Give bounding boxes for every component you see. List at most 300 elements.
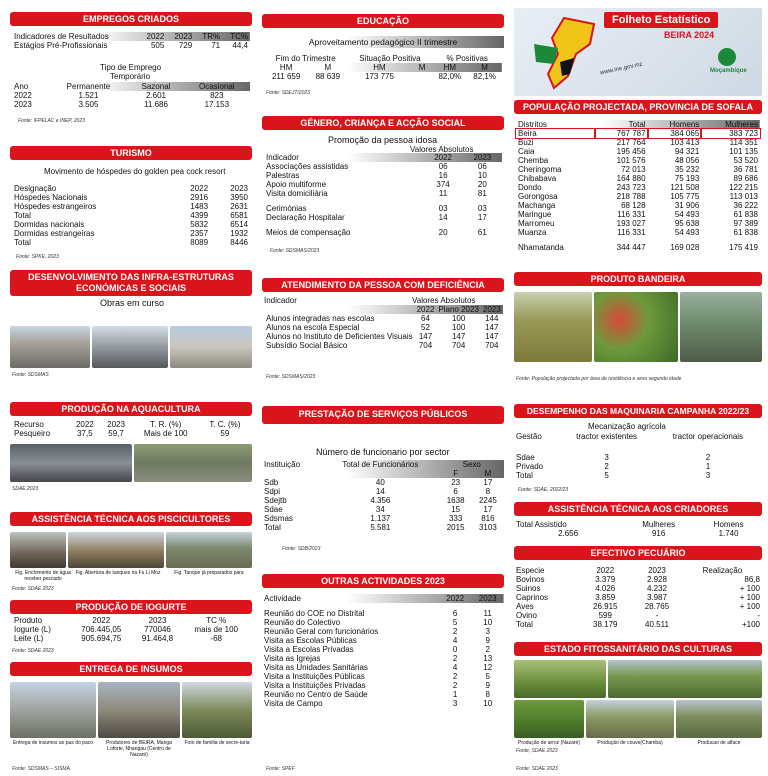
table-header: Instituição bbox=[264, 460, 301, 469]
table-cell: 2916 bbox=[190, 193, 209, 202]
table-cell: 383 723 bbox=[701, 129, 760, 138]
table-cell: 40 bbox=[375, 478, 385, 487]
table-cell: 88 639 bbox=[315, 72, 341, 81]
deficiencia-indicator-header: Indicador bbox=[264, 296, 297, 305]
table-cell: 3 bbox=[452, 699, 458, 708]
table-cell: Pesqueiro bbox=[14, 429, 51, 438]
servicos-banner: PRESTAÇÃO DE SERVIÇOS PÚBLICOS bbox=[262, 406, 504, 424]
table-cell: 4 bbox=[452, 636, 458, 645]
table-cell: 81 bbox=[477, 189, 487, 198]
fish-pond-photo bbox=[166, 532, 252, 568]
fonte: SDAE,2023 bbox=[12, 486, 39, 492]
fonte: Fonte: SDB/2023 bbox=[282, 546, 321, 552]
fonte: Fonte: SDAE 2023 bbox=[12, 648, 54, 654]
folheto-tagline: Moçambique bbox=[710, 68, 747, 74]
table-cell: mais de 100 bbox=[194, 625, 239, 634]
table-cell: Meios de compensação bbox=[266, 228, 351, 237]
table-cell: Bovinos bbox=[516, 575, 545, 584]
table-header: Designação bbox=[14, 184, 57, 193]
table-cell: 114 351 bbox=[729, 138, 758, 147]
table-cell: 9 bbox=[485, 636, 490, 645]
pecuario-banner: EFECTIVO PECUÁRIO bbox=[514, 546, 762, 560]
fonte: Fonte: SDSMAS/2023 bbox=[266, 374, 316, 380]
table-header: 2023 bbox=[107, 420, 125, 429]
table-header: T. C. (%) bbox=[209, 420, 241, 429]
table-header: M bbox=[481, 63, 488, 72]
table-header: 2023 bbox=[478, 594, 497, 603]
table-cell: 44,4 bbox=[232, 41, 248, 50]
table-cell: Subsídio Social Básico bbox=[266, 341, 348, 350]
table-header: Distritos bbox=[518, 120, 547, 129]
table-cell: 8089 bbox=[190, 238, 209, 247]
table-cell: 86,8 bbox=[744, 575, 760, 584]
table-cell: 17 bbox=[483, 505, 493, 514]
table-header: 2023 bbox=[230, 184, 248, 193]
table-cell: 10 bbox=[483, 618, 493, 627]
table-cell: 61 bbox=[477, 228, 487, 237]
construction-photo bbox=[92, 326, 168, 368]
empregos-banner: EMPREGOS CRIADOS bbox=[10, 12, 252, 26]
table-cell: 2.601 bbox=[145, 91, 166, 100]
table-header: Recurso bbox=[14, 420, 44, 429]
table-cell: 169 028 bbox=[670, 243, 700, 252]
table-cell: 599 bbox=[598, 611, 612, 620]
table-cell: 64 bbox=[421, 314, 430, 323]
table-cell: 37,5 bbox=[77, 429, 93, 438]
table-cell: 6514 bbox=[230, 220, 248, 229]
table-cell: 54 493 bbox=[674, 210, 700, 219]
folheto-url: www.ine.gov.mz bbox=[599, 61, 644, 77]
maquinaria-table bbox=[514, 432, 762, 480]
table-header: tractor operacionais bbox=[672, 432, 744, 441]
table-cell: 243 723 bbox=[616, 183, 646, 192]
table-cell: Alunos na escola Especial bbox=[266, 323, 360, 332]
table-cell: 103 413 bbox=[670, 138, 700, 147]
table-cell: 17 bbox=[483, 478, 493, 487]
table-cell: Cheringoma bbox=[518, 165, 562, 174]
maquinaria-banner: DESEMPENHO DAS MAQUINARIA CAMPANHA 2022/23 bbox=[514, 404, 762, 418]
table-cell: 40.511 bbox=[645, 620, 669, 629]
table-header: Actividade bbox=[264, 594, 301, 603]
table-cell: 10 bbox=[477, 171, 487, 180]
table-cell: 195 456 bbox=[616, 147, 646, 156]
table-cell: 71 bbox=[211, 41, 221, 50]
table-header: M bbox=[324, 63, 332, 72]
table-cell: 116 331 bbox=[617, 228, 646, 237]
photo-caption: Foto de família de secre-taria bbox=[184, 740, 250, 746]
table-cell: 59,7 bbox=[108, 429, 124, 438]
table-cell: 5 bbox=[604, 471, 609, 480]
table-cell: Machanga bbox=[518, 201, 556, 210]
table-cell: 704 bbox=[451, 341, 466, 350]
table-cell: 2015 bbox=[446, 523, 465, 532]
table-cell: 17.153 bbox=[204, 100, 230, 109]
table-cell: 101 576 bbox=[616, 156, 646, 165]
table-cell: 11 bbox=[438, 189, 448, 198]
table-cell: 31 906 bbox=[674, 201, 700, 210]
vegetable-photo bbox=[594, 292, 678, 362]
table-cell: 6 bbox=[453, 487, 458, 496]
table-cell: 52 bbox=[421, 323, 430, 332]
pecuario-table bbox=[514, 566, 762, 629]
table-cell: 3 bbox=[705, 471, 711, 480]
table-cell: 34 bbox=[375, 505, 385, 514]
table-cell: 3.859 bbox=[595, 593, 616, 602]
table-cell: 06 bbox=[438, 162, 448, 171]
table-cell: 2.928 bbox=[646, 575, 667, 584]
table-cell: Caprinos bbox=[516, 593, 549, 602]
table-header: 2023 bbox=[482, 305, 501, 314]
table-cell: 2 bbox=[705, 453, 711, 462]
table-cell: 75 193 bbox=[674, 174, 700, 183]
table-cell: 8 bbox=[485, 487, 491, 496]
table-cell: Sdsmas bbox=[264, 514, 293, 523]
table-cell: 2 bbox=[452, 681, 458, 690]
table-cell: Dormidas estrangeiras bbox=[14, 229, 95, 238]
table-cell: Visita domiciliária bbox=[266, 189, 328, 198]
table-cell: - bbox=[655, 611, 659, 620]
table-cell bbox=[412, 72, 433, 81]
table-cell: Visita as Unidades Sanitárias bbox=[264, 663, 368, 672]
photo-caption: Produção de couve(Chamba) bbox=[597, 740, 663, 746]
insumos-photo bbox=[10, 682, 96, 738]
table-cell: Beira bbox=[516, 129, 595, 138]
table-cell: 97 389 bbox=[733, 219, 758, 228]
crop-photo bbox=[608, 660, 762, 698]
table-cell: Visita a Instituições Privadas bbox=[264, 681, 366, 690]
infra-banner: DESENVOLVIMENTO DAS INFRA-ESTRUTURAS ECONÓMICAS E SOCIAIS bbox=[10, 270, 252, 296]
table-cell: 2022 bbox=[146, 32, 165, 41]
table-header: 2022 bbox=[446, 594, 465, 603]
table-cell: 4.232 bbox=[646, 584, 667, 593]
table-cell: 770046 bbox=[144, 625, 171, 634]
table-header: HM bbox=[443, 63, 457, 72]
table-cell: 28.765 bbox=[644, 602, 670, 611]
table-cell: Total bbox=[264, 523, 281, 532]
table-cell: 11.686 bbox=[144, 100, 168, 109]
table-cell: 100 bbox=[451, 314, 466, 323]
fonte: Fonte: População projectada por área de residência e sexo segundo idade bbox=[516, 376, 682, 382]
table-cell: Suinos bbox=[516, 584, 541, 593]
empregos-table bbox=[12, 32, 250, 50]
table-header: 2023 bbox=[148, 616, 167, 625]
table-cell: 53 520 bbox=[733, 156, 758, 165]
table-cell: 2 bbox=[604, 462, 609, 471]
table-cell: + 100 bbox=[739, 584, 760, 593]
table-cell: 35 232 bbox=[674, 165, 700, 174]
table-cell: Alunos no Instituto de Deficientes Visuais bbox=[266, 332, 413, 341]
outras-banner: OUTRAS ACTIVIDADES 2023 bbox=[262, 574, 504, 588]
table-cell: 704 bbox=[485, 341, 499, 350]
table-cell: Total bbox=[14, 211, 31, 220]
table-cell: 217 764 bbox=[616, 138, 646, 147]
table-header: Situação Positiva bbox=[359, 54, 421, 63]
folheto-title: Folheto Estatístico bbox=[604, 12, 718, 28]
table-cell: 823 bbox=[210, 91, 224, 100]
table-cell: Leite (L) bbox=[14, 634, 44, 643]
table-header: Total Assistido bbox=[516, 520, 567, 529]
turismo-banner: TURISMO bbox=[10, 146, 252, 160]
table-cell: 2.656 bbox=[558, 529, 579, 538]
table-cell: 173 775 bbox=[365, 72, 394, 81]
table-cell: 1483 bbox=[190, 202, 209, 211]
table-header: Plano 2023 bbox=[438, 305, 479, 314]
construction-photo bbox=[10, 326, 90, 368]
table-header: Total de Funcionários bbox=[342, 460, 419, 469]
table-cell: 91.464,8 bbox=[141, 634, 174, 643]
table-cell: 20 bbox=[477, 180, 487, 189]
table-cell: Sdpi bbox=[264, 487, 281, 496]
table-cell: Aves bbox=[516, 602, 534, 611]
photo-caption: Produção de arroz (Nazaré) bbox=[518, 740, 580, 746]
genero-group: Valores Absolutos bbox=[410, 145, 474, 154]
table-cell: 20 bbox=[438, 228, 448, 237]
table-cell: Visita a Escolas Privadas bbox=[264, 645, 354, 654]
fonte: Fonte: IFPELAC e INEP, 2023 bbox=[18, 118, 85, 124]
turismo-subtitle: Movimento de hóspedes do golden pea cock resort bbox=[44, 167, 226, 176]
table-header: Mulheres bbox=[642, 520, 676, 529]
table-cell: Chibabava bbox=[518, 174, 557, 183]
fonte: Fonte: SDAE 2023 bbox=[516, 766, 558, 772]
table-cell: 121 508 bbox=[670, 183, 700, 192]
cabbage-photo bbox=[586, 700, 674, 738]
table-header: Especie bbox=[516, 566, 545, 575]
table-cell: 16 bbox=[438, 171, 448, 180]
table-cell: 101 135 bbox=[729, 147, 758, 156]
table-cell: 105 775 bbox=[670, 192, 700, 201]
table-header: Ocasional bbox=[199, 82, 235, 91]
table-cell: Muanza bbox=[518, 228, 547, 237]
table-cell: Associações assistidas bbox=[266, 162, 349, 171]
table-cell: 12 bbox=[483, 663, 493, 672]
table-cell: Visita as Igrejas bbox=[264, 654, 321, 663]
table-cell: 48 056 bbox=[674, 156, 700, 165]
table-cell: 14 bbox=[375, 487, 385, 496]
table-cell: 0 bbox=[452, 645, 458, 654]
fonte: Fonte: SDEJT/2023 bbox=[266, 90, 310, 96]
table-cell: 3 bbox=[604, 453, 609, 462]
table-header: M bbox=[418, 63, 426, 72]
deficiencia-banner: ATENDIMENTO DA PESSOA COM DEFICIÊNCIA bbox=[262, 278, 504, 292]
table-cell: 2022 bbox=[14, 91, 32, 100]
crop-photo bbox=[514, 660, 606, 698]
table-header: TC % bbox=[206, 616, 227, 625]
table-cell: Reunião Geral com funcionários bbox=[264, 627, 379, 636]
fish-pond-photo bbox=[10, 532, 66, 568]
table-header: 2023 bbox=[648, 566, 666, 575]
table-header: Total bbox=[628, 120, 646, 129]
table-cell: Alunos integradas nas escolas bbox=[266, 314, 375, 323]
bandeira-banner: PRODUTO BANDEIRA bbox=[514, 272, 762, 286]
table-cell: 95 638 bbox=[674, 219, 700, 228]
turismo-table bbox=[12, 184, 250, 247]
table-cell: TC% bbox=[230, 32, 248, 41]
table-cell: 8446 bbox=[230, 238, 248, 247]
table-cell: 2 bbox=[485, 645, 490, 654]
table-cell: Estágios Pré-Profissionais bbox=[14, 41, 108, 50]
table-cell: 193 027 bbox=[616, 219, 646, 228]
table-cell: 9 bbox=[485, 681, 490, 690]
table-cell: 147 bbox=[418, 332, 433, 341]
table-cell: 17 bbox=[477, 213, 487, 222]
table-cell: 144 bbox=[485, 314, 499, 323]
table-cell: Caia bbox=[518, 147, 535, 156]
table-cell: 1 bbox=[705, 462, 711, 471]
table-cell: Dormidas nacionais bbox=[14, 220, 85, 229]
iogurte-table bbox=[12, 616, 250, 643]
insumos-banner: ENTREGA DE INSUMOS bbox=[10, 662, 252, 676]
emblem-icon bbox=[718, 48, 736, 66]
fonte: Fonte: SDAE, 2022/23 bbox=[518, 487, 569, 493]
table-cell: 06 bbox=[477, 162, 487, 171]
table-cell: 3.987 bbox=[646, 593, 667, 602]
table-cell: 61 838 bbox=[733, 228, 758, 237]
table-header: Ano bbox=[14, 82, 29, 91]
table-cell: 147 bbox=[485, 332, 499, 341]
table-cell: 59 bbox=[220, 429, 230, 438]
table-cell: 374 bbox=[436, 180, 450, 189]
table-cell: 5 bbox=[485, 672, 490, 681]
table-cell: 5832 bbox=[190, 220, 209, 229]
table-cell: 2023 bbox=[14, 100, 32, 109]
table-cell: 3103 bbox=[478, 523, 497, 532]
table-cell: 3 bbox=[485, 627, 490, 636]
table-cell: 122 215 bbox=[729, 183, 758, 192]
photo-caption: Producao de alface bbox=[697, 740, 741, 746]
table-cell: 816 bbox=[481, 514, 495, 523]
table-cell: 82,0% bbox=[438, 72, 462, 81]
table-header: Homens bbox=[669, 120, 700, 129]
piscicultores-banner: ASSISTÊNCIA TÉCNICA AOS PISCICULTORES bbox=[10, 512, 252, 526]
educacao-banner: EDUCAÇÃO bbox=[262, 14, 504, 28]
table-cell: Sdae bbox=[516, 453, 535, 462]
table-cell: 68 128 bbox=[621, 201, 646, 210]
table-cell: Hóspedes estrangeiros bbox=[14, 202, 97, 211]
table-header: 2022 bbox=[190, 184, 209, 193]
table-cell: 72 013 bbox=[621, 165, 646, 174]
fonte: Fonte: SDSMAS/2023 bbox=[270, 248, 320, 254]
maquinaria-subtitle: Mecanização agrícola bbox=[588, 422, 666, 431]
fonte: Fonte: SDSMAS bbox=[12, 372, 49, 378]
table-header: Homens bbox=[713, 520, 744, 529]
table-cell: 5.581 bbox=[370, 523, 391, 532]
table-cell: 03 bbox=[477, 204, 487, 213]
table-cell: 03 bbox=[438, 204, 448, 213]
table-header: Gestão bbox=[516, 432, 542, 441]
table-cell: 6 bbox=[452, 609, 458, 618]
aquacultura-banner: PRODUÇÃO NA AQUACULTURA bbox=[10, 402, 252, 416]
fish-pond-photo bbox=[68, 532, 164, 568]
mozambique-map-icon bbox=[524, 14, 614, 94]
rice-field-photo bbox=[680, 292, 762, 362]
table-cell: Buzi bbox=[518, 138, 534, 147]
table-cell: 14 bbox=[438, 213, 448, 222]
table-header: F bbox=[453, 469, 459, 478]
table-cell: + 100 bbox=[739, 602, 760, 611]
table-cell: Reunião no Centro de Saúde bbox=[264, 690, 368, 699]
table-header: 2022 bbox=[416, 305, 435, 314]
table-cell: 706.445,05 bbox=[81, 625, 122, 634]
table-cell: Palestras bbox=[266, 171, 300, 180]
table-cell: 175 419 bbox=[729, 243, 758, 252]
table-cell: 89 686 bbox=[733, 174, 758, 183]
table-cell: 2 bbox=[452, 672, 458, 681]
genero-table bbox=[264, 153, 502, 237]
table-cell: 1932 bbox=[230, 229, 248, 238]
insumos-photo bbox=[98, 682, 180, 738]
table-cell: Maringue bbox=[518, 210, 552, 219]
photo-caption: Produtores de BEIRA, Manga Loforte, Nhangau (Centro de Nazaré) bbox=[106, 740, 172, 758]
insumos-photo bbox=[182, 682, 252, 738]
fish-tank-photo bbox=[134, 444, 252, 482]
photo-caption: Fig. Tanque já preparados para bbox=[174, 570, 244, 576]
rice-photo bbox=[514, 700, 584, 738]
table-cell: Sdejtb bbox=[264, 496, 287, 505]
iogurte-banner: PRODUÇÃO DE IOGURTE bbox=[10, 600, 252, 614]
table-cell: 218 788 bbox=[616, 192, 646, 201]
empregos-subsubtitle: Temporário bbox=[110, 72, 151, 81]
table-cell: 61 838 bbox=[733, 210, 758, 219]
table-cell: Indicadores de Resultados bbox=[14, 32, 109, 41]
crop-photo bbox=[514, 292, 592, 362]
table-header: HM bbox=[279, 63, 293, 72]
table-cell: 2245 bbox=[478, 496, 497, 505]
table-cell: + 100 bbox=[739, 593, 760, 602]
fish-photo bbox=[10, 444, 132, 482]
table-header: Produto bbox=[14, 616, 43, 625]
table-cell: Hóspedes Nacionais bbox=[14, 193, 88, 202]
table-cell: Dondo bbox=[518, 183, 542, 192]
table-cell: 2631 bbox=[230, 202, 248, 211]
table-cell: Apoio multiforme bbox=[266, 180, 327, 189]
table-cell: 116 331 bbox=[617, 210, 646, 219]
table-cell: 1.521 bbox=[78, 91, 99, 100]
table-cell: 94 321 bbox=[674, 147, 700, 156]
table-cell: 3.379 bbox=[595, 575, 616, 584]
table-header: HM bbox=[373, 63, 386, 72]
table-header: Realização bbox=[702, 566, 743, 575]
educacao-table bbox=[264, 54, 502, 81]
table-cell: 4.356 bbox=[370, 496, 391, 505]
table-header: M bbox=[484, 469, 492, 478]
table-cell: 147 bbox=[451, 332, 466, 341]
table-cell: 2 bbox=[452, 654, 458, 663]
table-cell: 4.026 bbox=[595, 584, 616, 593]
table-header: Mulheres bbox=[725, 120, 758, 129]
table-cell: 100 bbox=[451, 323, 466, 332]
table-cell: 54 493 bbox=[674, 228, 700, 237]
table-cell: 23 bbox=[451, 478, 461, 487]
table-cell: 13 bbox=[483, 654, 493, 663]
table-cell: Sdb bbox=[264, 478, 279, 487]
table-cell: 82,1% bbox=[473, 72, 496, 81]
table-cell: 5 bbox=[452, 618, 458, 627]
table-cell: 4 bbox=[452, 663, 458, 672]
populacao-banner: POPULAÇÃO PROJECTADA, PROVINCIA DE SOFALA bbox=[514, 100, 762, 114]
construction-photo bbox=[170, 326, 252, 368]
table-cell: Marromeu bbox=[518, 219, 555, 228]
table-cell: 1638 bbox=[446, 496, 465, 505]
table-cell: 11 bbox=[483, 609, 492, 618]
table-header: Sexo bbox=[462, 460, 481, 469]
deficiencia-table bbox=[264, 305, 503, 350]
table-header: Fim do Trimestre bbox=[275, 54, 336, 63]
fonte: Fonte: SPEF bbox=[266, 766, 295, 772]
table-cell: - bbox=[757, 611, 760, 620]
outras-table bbox=[262, 594, 504, 708]
table-cell: Reunião do COE no Distrital bbox=[264, 609, 365, 618]
table-cell: Total bbox=[516, 620, 533, 629]
